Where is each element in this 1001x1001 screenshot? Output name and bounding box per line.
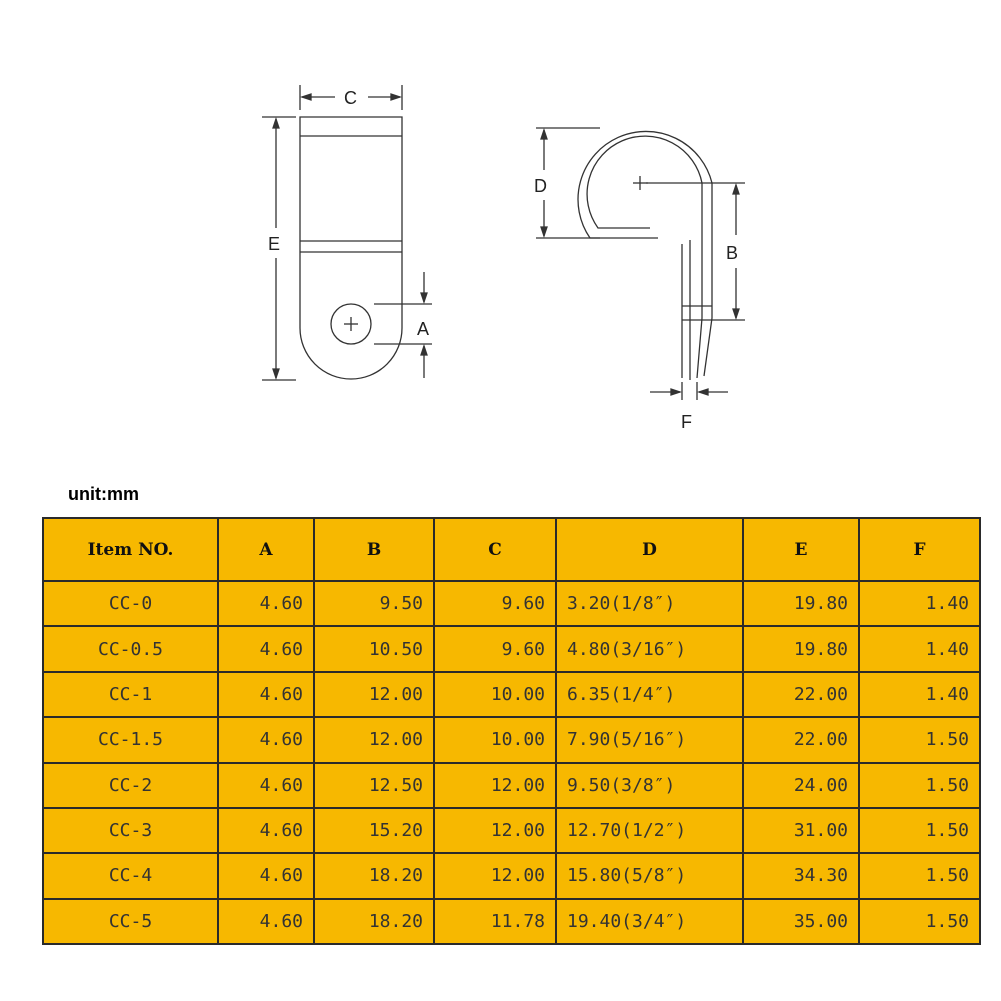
cell-c: 10.00	[434, 672, 556, 717]
cell-e: 35.00	[743, 899, 859, 944]
label-b: B	[726, 243, 739, 263]
cell-a: 4.60	[218, 581, 314, 626]
cell-item: CC-0	[43, 581, 218, 626]
spec-table	[42, 517, 981, 945]
header-d: D	[556, 518, 743, 581]
cell-c: 11.78	[434, 899, 556, 944]
cell-c: 12.00	[434, 808, 556, 853]
cell-a: 4.60	[218, 808, 314, 853]
unit-label: unit:mm	[68, 484, 139, 504]
cell-e: 31.00	[743, 808, 859, 853]
header-b: B	[314, 518, 434, 581]
cell-f: 1.50	[859, 853, 980, 898]
cell-a: 4.60	[218, 672, 314, 717]
cell-item: CC-0.5	[43, 626, 218, 671]
cell-c: 9.60	[434, 581, 556, 626]
cell-d: 9.50(3/8″)	[556, 763, 743, 808]
cell-e: 24.00	[743, 763, 859, 808]
table-row	[43, 808, 980, 853]
cell-c: 10.00	[434, 717, 556, 762]
cell-b: 12.00	[314, 717, 434, 762]
cell-d: 19.40(3/4″)	[556, 899, 743, 944]
table-row	[43, 626, 980, 671]
cell-f: 1.50	[859, 808, 980, 853]
table-row	[43, 672, 980, 717]
cell-f: 1.40	[859, 672, 980, 717]
cell-b: 12.50	[314, 763, 434, 808]
clip-dimension-drawing	[0, 0, 1001, 470]
table-row	[43, 717, 980, 762]
cell-e: 34.30	[743, 853, 859, 898]
cell-c: 12.00	[434, 853, 556, 898]
cell-a: 4.60	[218, 626, 314, 671]
cell-d: 4.80(3/16″)	[556, 626, 743, 671]
cell-d: 6.35(1/4″)	[556, 672, 743, 717]
cell-b: 10.50	[314, 626, 434, 671]
label-d: D	[534, 176, 547, 196]
cell-b: 12.00	[314, 672, 434, 717]
label-f: F	[681, 412, 692, 432]
table-header-row	[43, 518, 980, 581]
header-a: A	[218, 518, 314, 581]
cell-f: 1.50	[859, 717, 980, 762]
cell-c: 9.60	[434, 626, 556, 671]
label-a: A	[417, 319, 430, 339]
cell-e: 19.80	[743, 581, 859, 626]
cell-a: 4.60	[218, 717, 314, 762]
cell-item: CC-4	[43, 853, 218, 898]
cell-d: 12.70(1/2″)	[556, 808, 743, 853]
header-e: E	[743, 518, 859, 581]
cell-b: 15.20	[314, 808, 434, 853]
label-e: E	[268, 234, 281, 254]
cell-d: 7.90(5/16″)	[556, 717, 743, 762]
clip-side-loop	[578, 131, 712, 376]
label-c: C	[344, 88, 357, 108]
table-row	[43, 899, 980, 944]
cell-e: 22.00	[743, 672, 859, 717]
cell-b: 9.50	[314, 581, 434, 626]
cell-d: 3.20(1/8″)	[556, 581, 743, 626]
cell-f: 1.50	[859, 899, 980, 944]
header-c: C	[434, 518, 556, 581]
table-row	[43, 853, 980, 898]
cell-b: 18.20	[314, 853, 434, 898]
table-row	[43, 581, 980, 626]
cell-a: 4.60	[218, 763, 314, 808]
cell-f: 1.50	[859, 763, 980, 808]
cell-item: CC-1.5	[43, 717, 218, 762]
cell-a: 4.60	[218, 853, 314, 898]
cell-f: 1.40	[859, 581, 980, 626]
cell-b: 18.20	[314, 899, 434, 944]
cell-e: 22.00	[743, 717, 859, 762]
cell-item: CC-2	[43, 763, 218, 808]
cell-c: 12.00	[434, 763, 556, 808]
table-row	[43, 763, 980, 808]
cell-item: CC-3	[43, 808, 218, 853]
header-item: Item NO.	[43, 518, 218, 581]
cell-item: CC-5	[43, 899, 218, 944]
header-f: F	[859, 518, 980, 581]
cell-e: 19.80	[743, 626, 859, 671]
cell-a: 4.60	[218, 899, 314, 944]
cell-item: CC-1	[43, 672, 218, 717]
cell-d: 15.80(5/8″)	[556, 853, 743, 898]
cell-f: 1.40	[859, 626, 980, 671]
